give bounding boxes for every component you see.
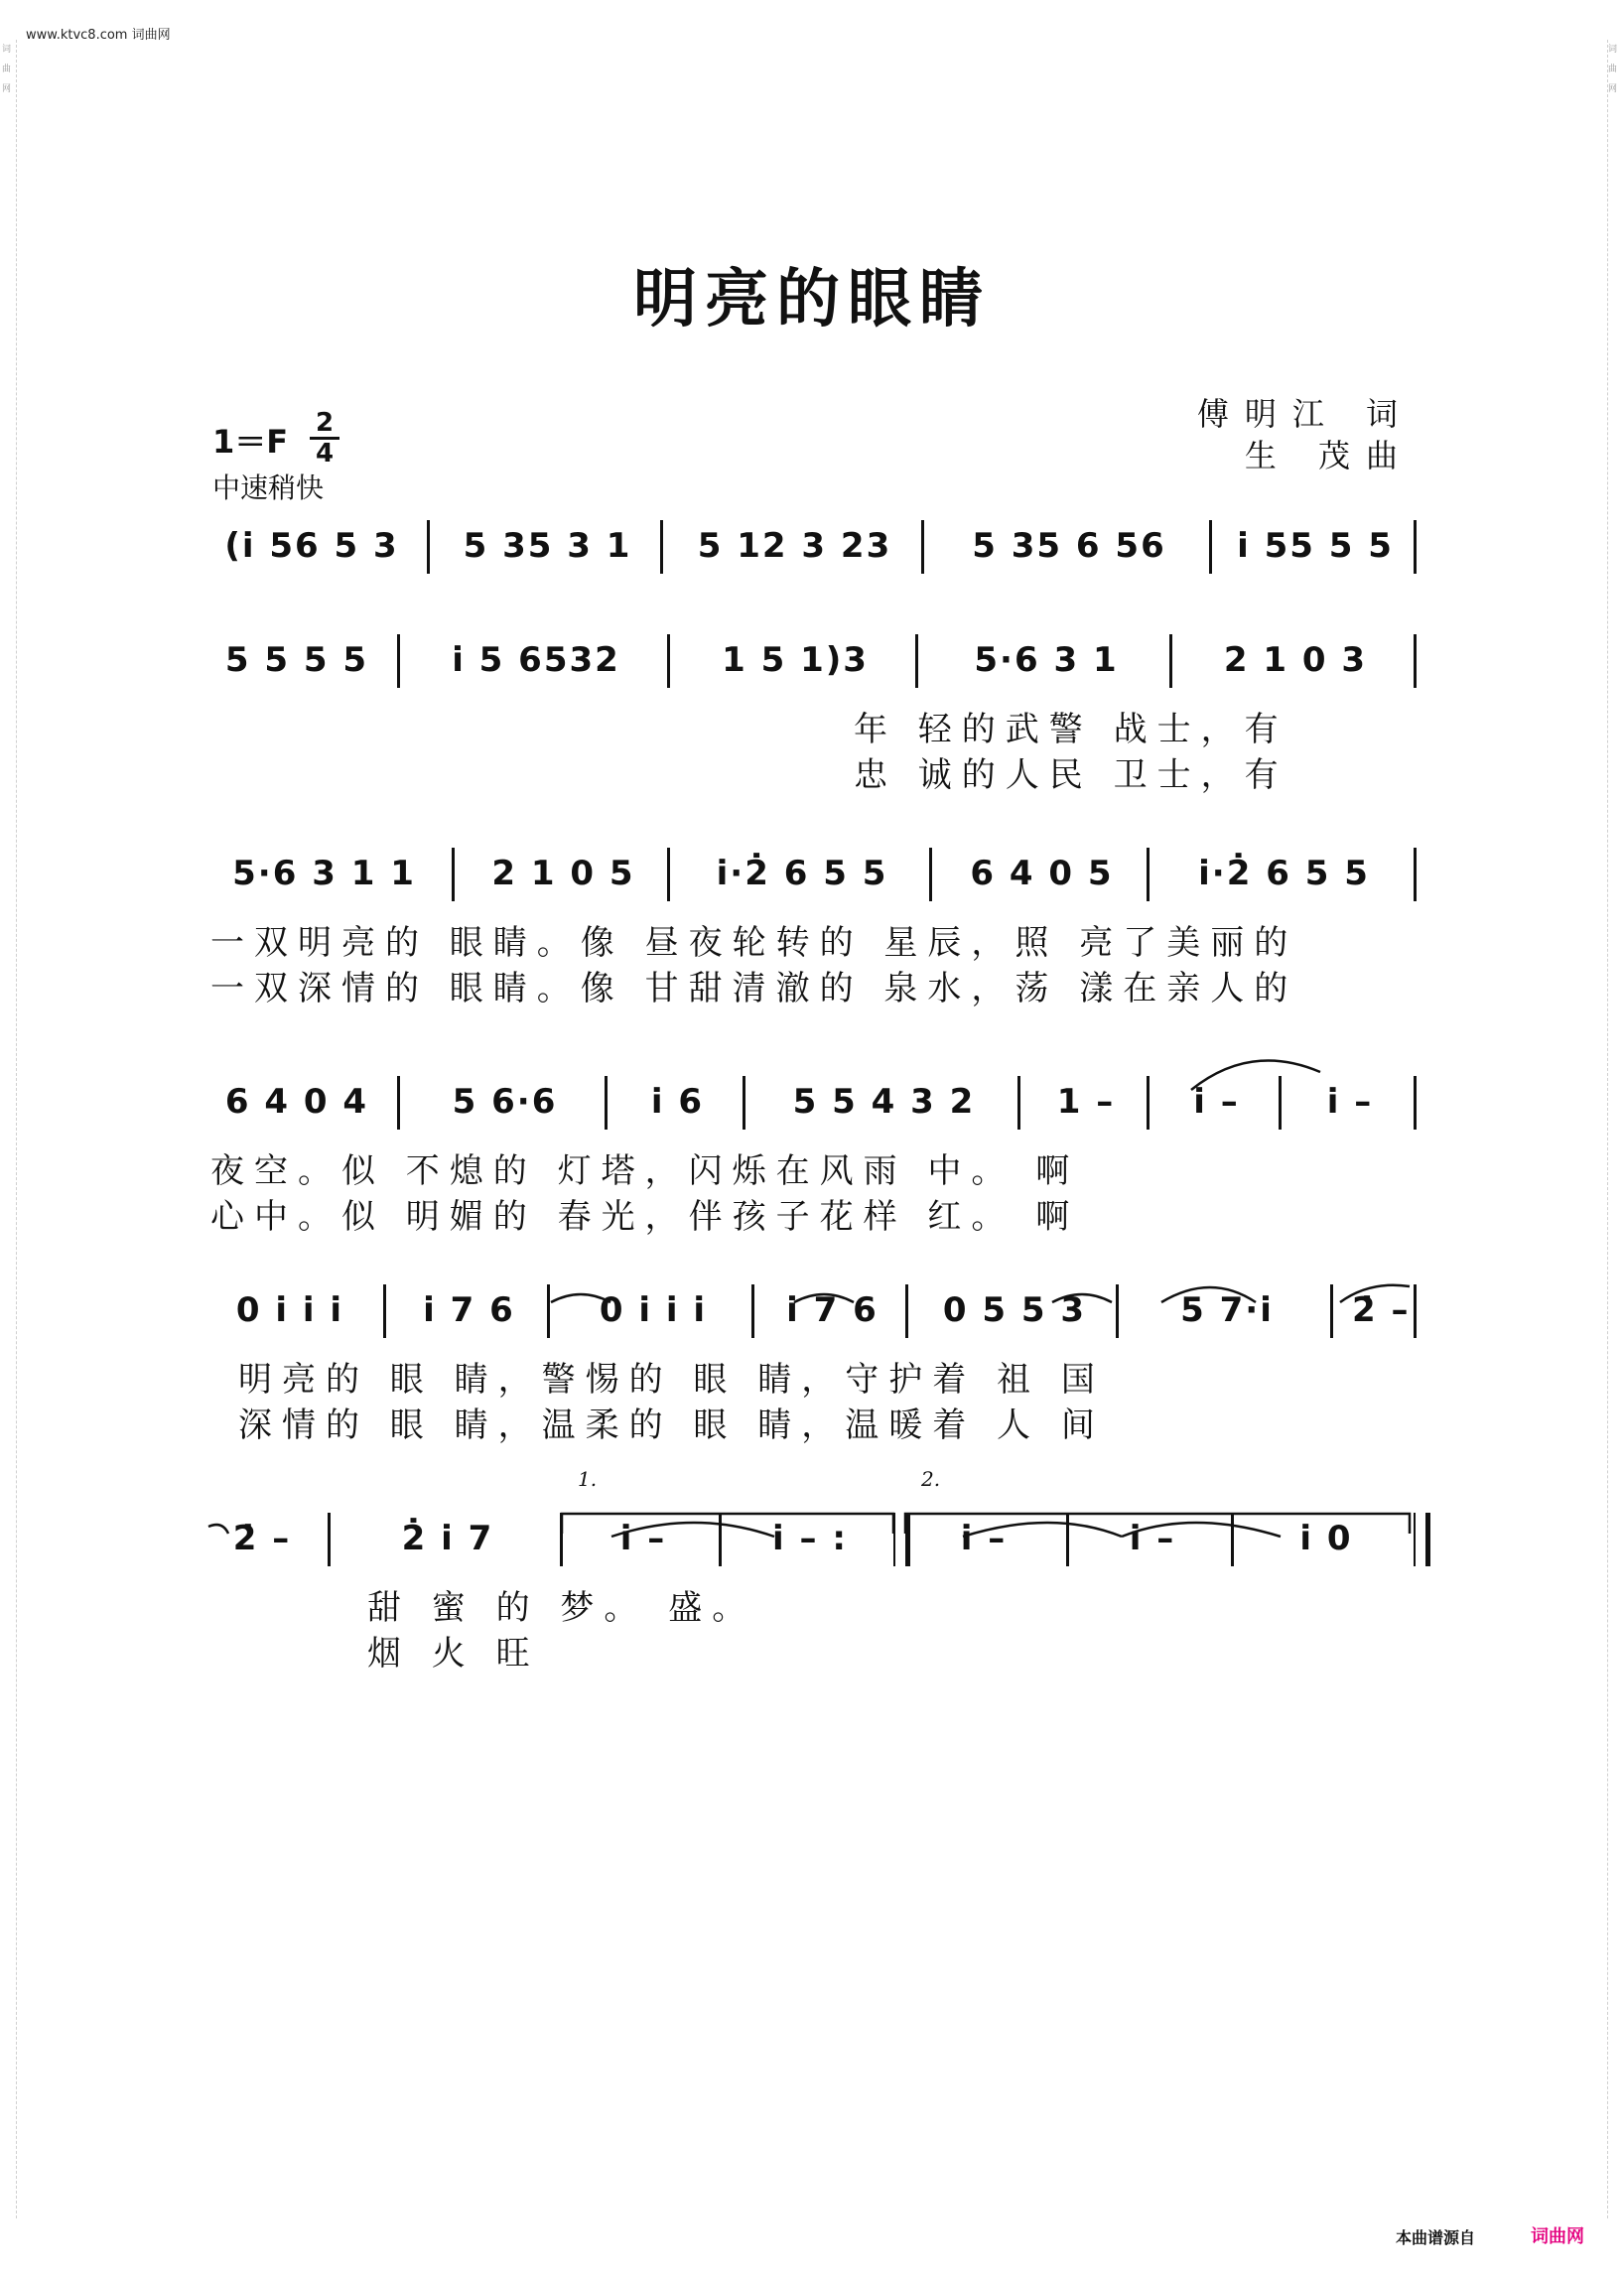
volta-1-label: 1. (578, 1467, 598, 1491)
measure: 0 i̇ i̇ i̇ (235, 1290, 344, 1330)
side-watermark-right (1607, 40, 1622, 2218)
measure: 6 4 0 4 (224, 1082, 369, 1122)
lyric-verse-1: 年 轻的武警 战士，有 (854, 710, 1288, 749)
measure: 5·6 3 1 (974, 640, 1119, 680)
watermark-text: 词曲网 (2, 45, 12, 94)
repeat-barline (893, 1513, 910, 1566)
barline (547, 1284, 550, 1338)
footer-source: 本曲谱源自 (1395, 2228, 1475, 2247)
song-title: 明亮的眼睛 (633, 263, 991, 336)
measure: 2 1 0 3 (1223, 640, 1368, 680)
barline (1414, 1284, 1417, 1338)
lyric-verse-2: 深情的 眼 睛，温柔的 眼 睛，温暖着 人 间 (238, 1406, 1105, 1445)
barline (1017, 1076, 1020, 1130)
barline (560, 1513, 563, 1566)
measure: i̇ 0 (1299, 1519, 1353, 1558)
measure: 0 5 5 3 (942, 1290, 1087, 1330)
barline (915, 634, 918, 688)
barline (921, 520, 924, 574)
measure: 2̇ – (1352, 1290, 1411, 1330)
lyric-verse-2: 烟 火 旺 (367, 1634, 540, 1674)
measure: i̇ 7 6 (786, 1290, 879, 1330)
measure: i̇ 7 6 (423, 1290, 515, 1330)
measure: i̇ 5 6532 (452, 640, 620, 680)
site-url[interactable]: www.ktvc8.com 词曲网 (26, 28, 171, 43)
barline (1169, 634, 1172, 688)
measure: (i̇ 56 5 3 (224, 526, 399, 566)
lyricist-credit: 傅明江 词 (1196, 395, 1414, 433)
measure: 2̇ – (232, 1519, 292, 1558)
final-barline (1414, 1513, 1430, 1566)
footer-brand[interactable]: 词曲网 (1531, 2226, 1584, 2247)
composer-credit: 生 茂曲 (1244, 437, 1414, 474)
meter-top: 2 (315, 408, 335, 438)
measure: 5 6·6 (452, 1082, 558, 1122)
barline (1231, 1513, 1234, 1566)
key-signature: 1＝F (212, 423, 289, 461)
barline (660, 520, 663, 574)
barline (427, 520, 430, 574)
barline (1147, 848, 1150, 901)
measure: i̇ – (960, 1519, 1008, 1558)
barline (1414, 848, 1417, 901)
measure: i̇·2̇ 6 5 5 (1198, 854, 1370, 893)
barline (1330, 1284, 1333, 1338)
measure: i̇ – (1193, 1082, 1240, 1122)
time-signature (310, 408, 339, 469)
barline (452, 848, 455, 901)
barline (929, 848, 932, 901)
measure: i̇ – (619, 1519, 667, 1558)
volta-2-label: 2. (921, 1467, 941, 1491)
measure: i̇ 55 5 5 (1237, 526, 1394, 566)
lyric-verse-1: 甜 蜜 的 梦。 盛。 (367, 1588, 756, 1628)
barline (905, 1284, 908, 1338)
measure: 5 5 5 5 (224, 640, 369, 680)
measure: i̇·2̇ 6 5 5 (716, 854, 888, 893)
barline (1279, 1076, 1282, 1130)
barline (383, 1284, 386, 1338)
measure: i̇ 6 (650, 1082, 705, 1122)
measure: 5 7·i̇ (1180, 1290, 1274, 1330)
watermark-text: 词曲网 (1608, 45, 1618, 94)
barline (667, 848, 670, 901)
lyric-verse-1: 明亮的 眼 睛，警惕的 眼 睛，守护着 祖 国 (238, 1360, 1105, 1400)
barline (1209, 520, 1212, 574)
barline (751, 1284, 754, 1338)
barline (1066, 1513, 1069, 1566)
measure: 5 5 4 3 2 (792, 1082, 976, 1122)
measure: 0 i̇ i̇ i̇ (599, 1290, 708, 1330)
barline (397, 1076, 400, 1130)
barline (719, 1513, 722, 1566)
lyric-verse-2: 一双深情的 眼睛。像 甘甜清澈的 泉水，荡 漾在亲人的 (210, 969, 1298, 1008)
barline (605, 1076, 608, 1130)
barline (1414, 634, 1417, 688)
measure: i̇ – (1129, 1519, 1176, 1558)
lyric-verse-1: 一双明亮的 眼睛。像 昼夜轮转的 星辰，照 亮了美丽的 (210, 923, 1298, 963)
measure: i̇ – : (772, 1519, 848, 1558)
measure: i̇ – (1326, 1082, 1374, 1122)
barline (1147, 1076, 1150, 1130)
measure: 5 35 6 56 (972, 526, 1166, 566)
measure: 5·6 3 1 1 (232, 854, 416, 893)
meter-bottom: 4 (315, 439, 335, 469)
lyric-verse-2: 心中。似 明媚的 春光，伴孩子花样 红。 啊 (210, 1197, 1080, 1237)
barline (1414, 520, 1417, 574)
barline (397, 634, 400, 688)
measure: 5 35 3 1 (463, 526, 632, 566)
measure: 2̇ i̇ 7 (401, 1519, 494, 1558)
measure: 1 5 1)3 (722, 640, 869, 680)
barline (667, 634, 670, 688)
measure: 5 12 3 23 (697, 526, 892, 566)
side-watermark-left (2, 40, 17, 2218)
barline (1414, 1076, 1417, 1130)
lyric-verse-1: 夜空。似 不熄的 灯塔，闪烁在风雨 中。 啊 (210, 1151, 1080, 1191)
barline (328, 1513, 331, 1566)
tempo-marking: 中速稍快 (212, 471, 325, 504)
measure: 2 1 0 5 (491, 854, 635, 893)
barline (1116, 1284, 1119, 1338)
lyric-verse-2: 忠 诚的人民 卫士，有 (854, 755, 1288, 795)
barline (743, 1076, 745, 1130)
measure: 6 4 0 5 (970, 854, 1114, 893)
measure: 1 – (1056, 1082, 1116, 1122)
